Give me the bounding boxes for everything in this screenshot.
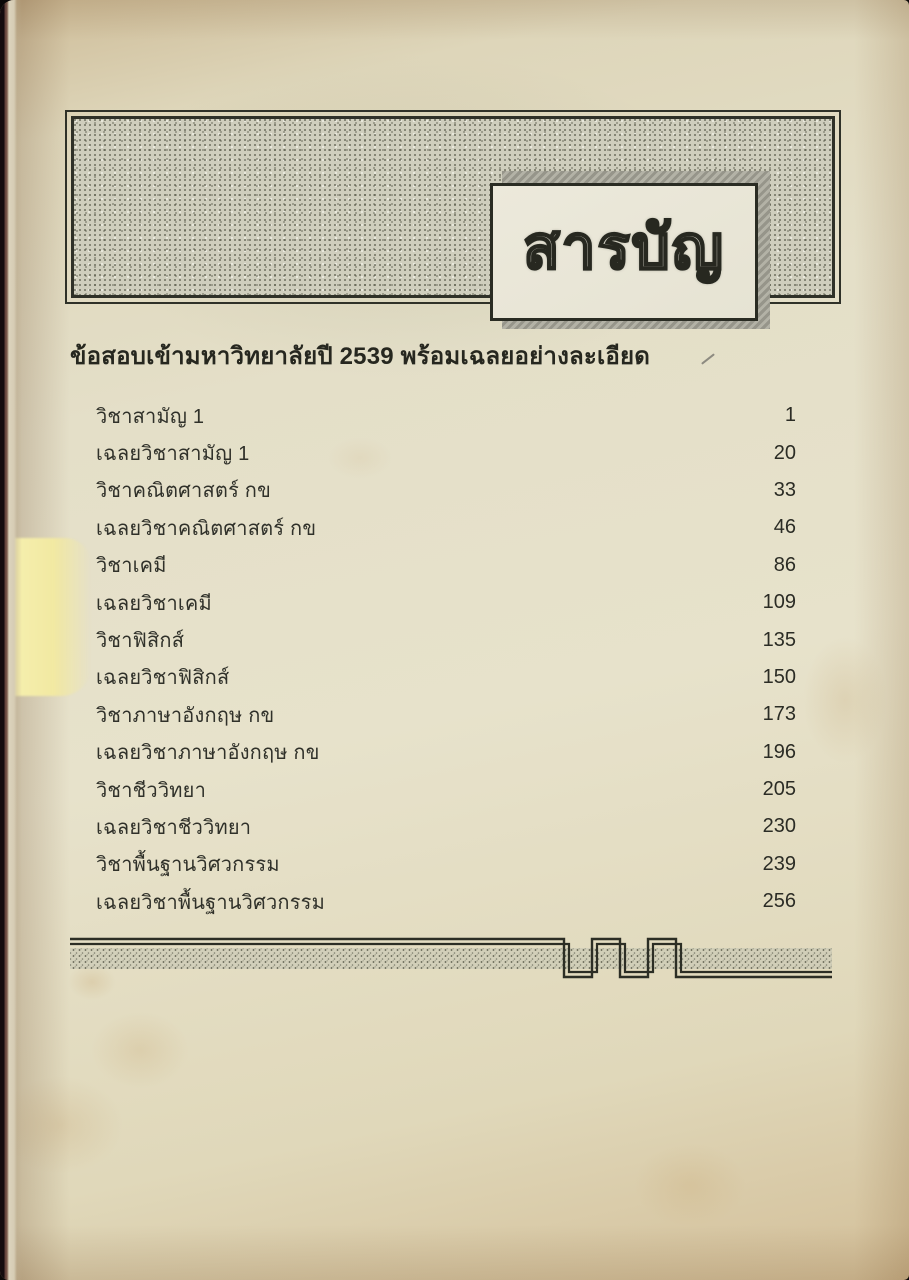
toc-entry-page: 46 <box>773 516 796 539</box>
toc-entry-page: 205 <box>762 778 796 801</box>
toc-row <box>96 659 796 696</box>
toc-entry-page: 109 <box>762 591 796 614</box>
book-spine-edge <box>0 0 22 1280</box>
toc-entry-page: 33 <box>773 478 796 501</box>
toc-entry-page: 1 <box>784 404 796 427</box>
toc-row <box>96 883 796 920</box>
toc-entry-label: เฉลยวิชาฟิสิกส์ <box>96 667 230 690</box>
toc-entry-label: วิชาชีววิทยา <box>96 779 207 802</box>
page-title: สารบัญ <box>523 214 725 281</box>
toc-row <box>96 621 796 658</box>
toc-entry-label: วิชาพื้นฐานวิศวกรรม <box>96 854 280 877</box>
toc-entry-label: วิชาคณิตศาสตร์ กข <box>96 480 271 503</box>
toc-row <box>96 584 796 621</box>
bottom-decoration <box>66 930 838 982</box>
toc-entry-label: เฉลยวิชาภาษาอังกฤษ กข <box>96 742 320 765</box>
toc-entry-page: 230 <box>762 815 796 838</box>
toc-row <box>96 472 796 509</box>
toc-entry-label: วิชาเคมี <box>96 555 167 578</box>
toc-row <box>96 509 796 546</box>
toc-row <box>96 434 796 471</box>
toc-entry-page: 150 <box>762 665 796 688</box>
section-heading: ข้อสอบเข้ามหาวิทยาลัยปี 2539 พร้อมเฉลยอย่างละเอียด <box>70 343 651 370</box>
title-box <box>490 183 758 321</box>
toc-row <box>96 547 796 584</box>
toc-entry-label: เฉลยวิชาคณิตศาสตร์ กข <box>96 517 317 540</box>
toc-row <box>96 696 796 733</box>
bookmark-tab <box>7 538 91 696</box>
toc-row <box>96 808 796 845</box>
toc-entry-label: วิชาฟิสิกส์ <box>96 630 185 653</box>
toc-entry-page: 86 <box>773 553 796 576</box>
toc-entry-label: เฉลยวิชาเคมี <box>96 592 212 615</box>
stipple-band <box>70 948 832 969</box>
toc-row <box>96 734 796 771</box>
toc-entry-page: 196 <box>762 740 796 763</box>
toc-row <box>96 846 796 883</box>
toc-entry-page: 173 <box>762 703 796 726</box>
toc-entry-page: 20 <box>773 441 796 464</box>
toc-row <box>96 771 796 808</box>
toc-list <box>96 397 796 920</box>
toc-entry-page: 256 <box>762 890 796 913</box>
toc-entry-label: เฉลยวิชาสามัญ 1 <box>96 443 250 466</box>
toc-entry-label: เฉลยวิชาชีววิทยา <box>96 816 252 839</box>
toc-entry-label: วิชาสามัญ 1 <box>96 405 205 428</box>
toc-row <box>96 397 796 434</box>
toc-entry-label: เฉลยวิชาพื้นฐานวิศวกรรม <box>96 891 325 914</box>
toc-entry-page: 239 <box>762 852 796 875</box>
toc-entry-page: 135 <box>762 628 796 651</box>
toc-entry-label: วิชาภาษาอังกฤษ กข <box>96 704 275 727</box>
